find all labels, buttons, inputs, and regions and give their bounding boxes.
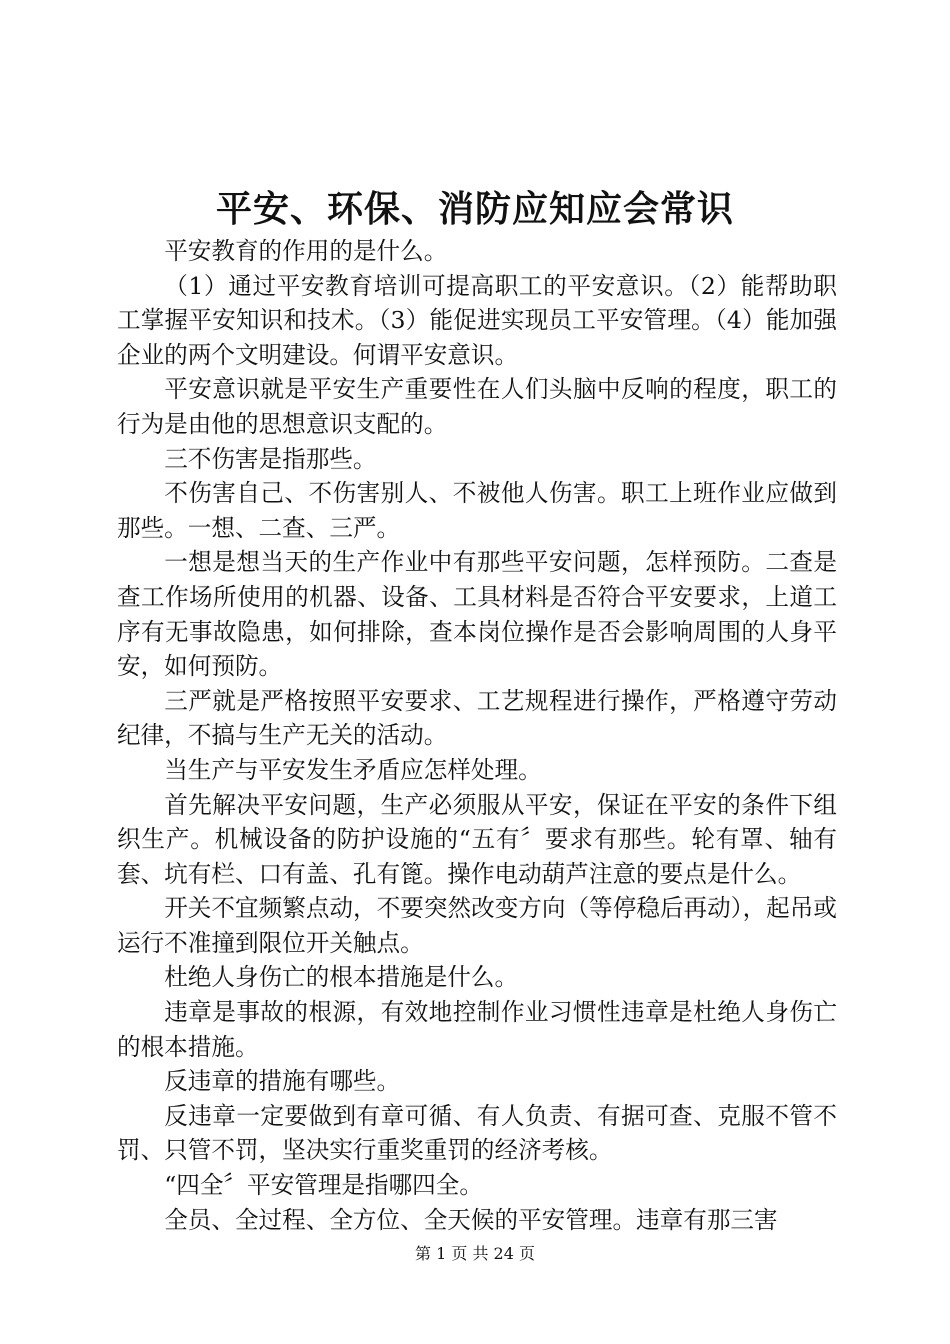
paragraph: 三不伤害是指那些。 (164, 444, 377, 473)
paragraph: 违章是事故的根源，有效地控制作业习惯性违章是杜绝人身伤亡的根本措施。 (117, 998, 837, 1061)
document-title: 平安、环保、消防应知应会常识 (215, 188, 734, 230)
page-number-footer: 第 1 页 共 24 页 (415, 1244, 535, 1263)
paragraph: “四全〞平安管理是指哪四全。 (164, 1171, 483, 1200)
paragraph: 一想是想当天的生产作业中有那些平安问题，怎样预防。二查是查工作场所使用的机器、设备、工具材料是否符合平安要求，上道工序有无事故隐患，如何排除，查本岗位操作是否会影响周围的人身平安，如何预防。 (117, 548, 837, 681)
paragraph: 全员、全过程、全方位、全天候的平安管理。违章有那三害 (164, 1205, 778, 1234)
paragraph: 平安意识就是平安生产重要性在人们头脑中反响的程度，职工的行为是由他的思想意识支配的。 (117, 375, 837, 438)
paragraph: 平安教育的作用的是什么。 (164, 237, 448, 265)
paragraph: 反违章一定要做到有章可循、有人负责、有据可查、克服不管不罚、只管不罚，坚决实行重奖重罚的经济考核。 (117, 1101, 837, 1165)
paragraph: 反违章的措施有哪些。 (164, 1067, 401, 1096)
paragraph: 不伤害自己、不伤害别人、不被他人伤害。职工上班作业应做到那些。一想、二查、三严。 (117, 479, 837, 542)
paragraph: 当生产与平安发生矛盾应怎样处理。 (164, 755, 542, 784)
paragraph: 三严就是严格按照平安要求、工艺规程进行操作，严格遵守劳动纪律，不搞与生产无关的活动。 (117, 686, 837, 750)
document-body (117, 234, 837, 1237)
paragraph: 杜绝人身伤亡的根本措施是什么。 (164, 963, 519, 992)
paragraph: （1）通过平安教育培训可提高职工的平安意识。（2）能帮助职工掌握平安知识和技术。（3）能促进实现员工平安管理。（4）能加强企业的两个文明建设。何谓平安意识。 (117, 271, 837, 369)
paragraph: 首先解决平安问题，生产必须服从平安，保证在平安的条件下组织生产。机械设备的防护设施的“五有〞要求有那些。轮有罩、轴有套、坑有栏、口有盖、孔有篦。操作电动葫芦注意的要点是什么。 (117, 790, 837, 888)
paragraph: 开关不宜频繁点动，不要突然改变方向（等停稳后再动），起吊或运行不准撞到限位开关触点。 (117, 894, 837, 957)
